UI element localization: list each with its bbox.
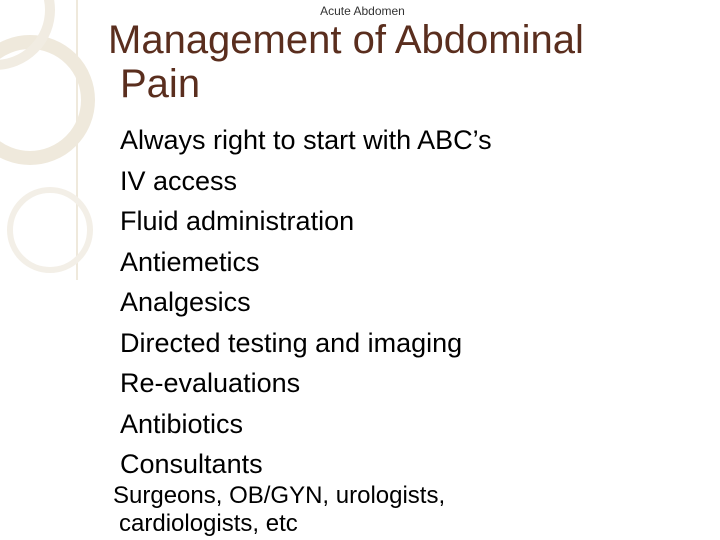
list-item: Fluid administration [120, 206, 355, 236]
list-item: Consultants [120, 449, 263, 479]
sub-bullet-line-2: cardiologists, etc [119, 510, 298, 537]
list-item: Always right to start with ABC’s [120, 125, 492, 155]
title-line-1: Management of Abdominal [108, 18, 584, 62]
title-line-2: Pain [120, 62, 201, 106]
list-item: Antiemetics [120, 246, 260, 277]
list-item: Re-evaluations [120, 368, 301, 398]
slide-header: Acute Abdomen [320, 4, 405, 18]
sub-bullet-line-1: Surgeons, OB/GYN, urologists, [113, 482, 446, 509]
decorative-circles [0, 0, 100, 280]
list-item: Analgesics [120, 287, 251, 317]
bullet-list [120, 120, 492, 485]
list-item: IV access [120, 165, 238, 196]
sub-bullet [113, 482, 673, 538]
slide-title [108, 18, 708, 106]
list-item: Antibiotics [120, 408, 244, 439]
list-item: Directed testing and imaging [120, 327, 463, 358]
